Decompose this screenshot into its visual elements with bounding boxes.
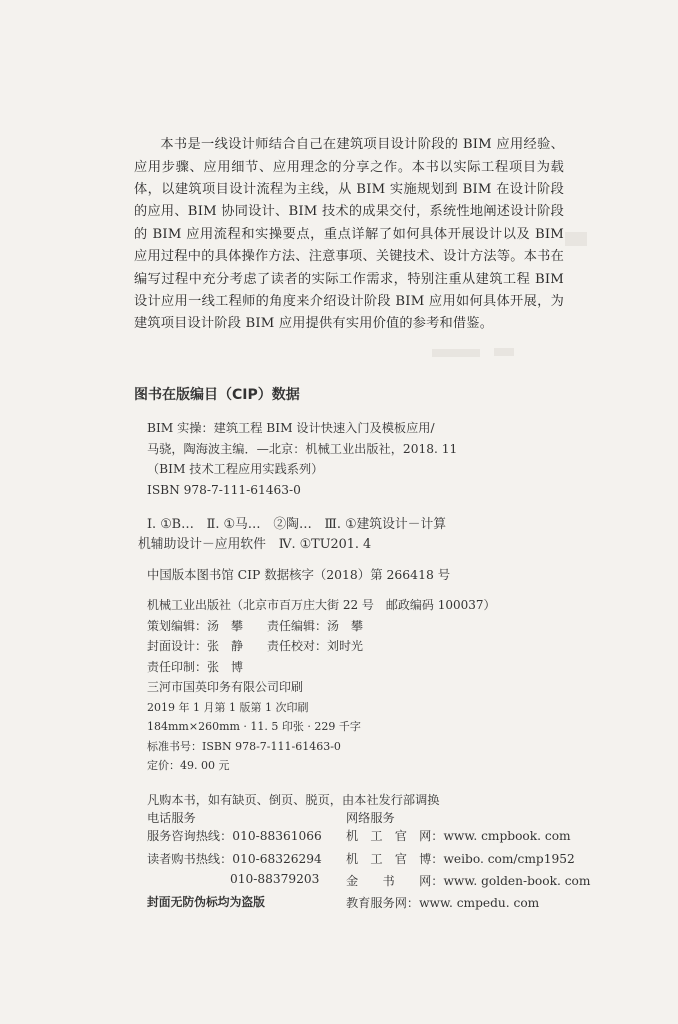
cip-line-authors: 马骁，陶海波主编．—北京：机械工业出版社，2018. 11 xyxy=(147,441,458,456)
network-service-heading: 网络服务 xyxy=(346,811,395,825)
show-through-mark xyxy=(432,349,480,357)
format-line: 184mm×260mm · 11. 5 印张 · 229 千字 xyxy=(147,720,361,734)
golden-book-site: 金 书 网：www. golden-book. com xyxy=(346,874,591,888)
service-hotline: 服务咨询热线：010-88361066 xyxy=(147,829,322,843)
cip-record xyxy=(147,418,567,500)
edition-line: 2019 年 1 月第 1 版第 1 次印刷 xyxy=(147,700,309,714)
classification-line-1: Ⅰ. ①B… Ⅱ. ①马… ②陶… Ⅲ. ①建筑设计－计算 xyxy=(147,517,447,532)
classification xyxy=(138,515,567,555)
phone-service-heading: 电话服务 xyxy=(147,811,196,825)
cip-line-title: BIM 实操：建筑工程 BIM 设计快速入门及模板应用/ xyxy=(147,421,435,435)
reader-hotline: 读者购书热线：010-68326294 xyxy=(147,852,322,866)
education-site: 教育服务网：www. cmpedu. com xyxy=(346,896,540,910)
extra-phone: 010-88379203 xyxy=(230,872,320,886)
publisher-line: 机械工业出版社（北京市百万庄大街 22 号 邮政编码 100037） xyxy=(147,598,496,612)
official-weibo: 机 工 官 博：weibo. com/cmp1952 xyxy=(346,852,575,866)
printing-supervisor-line: 责任印制：张 博 xyxy=(147,659,244,674)
printer-line: 三河市国英印务有限公司印刷 xyxy=(147,680,304,695)
cip-line-series: （BIM 技术工程应用实践系列） xyxy=(147,462,324,476)
show-through-mark xyxy=(494,348,514,356)
cip-number: 中国版本图书馆 CIP 数据核字（2018）第 266418 号 xyxy=(147,567,451,582)
official-website: 机 工 官 网：www. cmpbook. com xyxy=(346,829,571,843)
cip-line-isbn: ISBN 978-7-111-61463-0 xyxy=(147,482,301,497)
show-through-mark xyxy=(565,232,587,246)
design-line: 封面设计：张 静 责任校对：刘时光 xyxy=(147,639,364,654)
anti-counterfeit-notice: 封面无防伪标均为盗版 xyxy=(147,895,265,909)
price-line: 定价：49. 00 元 xyxy=(147,759,230,773)
defect-notice: 凡购本书，如有缺页、倒页、脱页，由本社发行部调换 xyxy=(147,793,440,807)
classification-line-2: 机辅助设计－应用软件 Ⅳ. ①TU201. 4 xyxy=(138,537,372,552)
publisher-info xyxy=(147,595,567,776)
book-abstract: 本书是一线设计师结合自己在建筑项目设计阶段的 BIM 应用经验、应用步骤、应用细节、应用理念的分享之作。本书以实际工程项目为载体，以建筑项目设计流程为主线，从 BIM 实施规划到 BIM 在设计阶段的应用、BIM 协同设计、BIM 技术的成果交付，系统性地阐述设计阶段的 BIM 应用流程和实操要点，重点详解了如何具体开展设计以及 BIM 应用过程中的具体操作方法、注意事项、关键技术、设计方法等。本书在编写过程中充分考虑了读者的实际工作需求，特别注重从建筑工程 BIM 设计应用一线工程师的角度来介绍设计阶段 BIM 应用如何具体开展，为建筑项目设计阶段 BIM 应用提供有实用价值的参考和借鉴。 xyxy=(134,137,564,332)
cip-heading: 图书在版编目（CIP）数据 xyxy=(134,387,300,403)
editor-line: 策划编辑：汤 攀 责任编辑：汤 攀 xyxy=(147,618,364,633)
standard-isbn-line: 标准书号：ISBN 978-7-111-61463-0 xyxy=(147,739,341,753)
